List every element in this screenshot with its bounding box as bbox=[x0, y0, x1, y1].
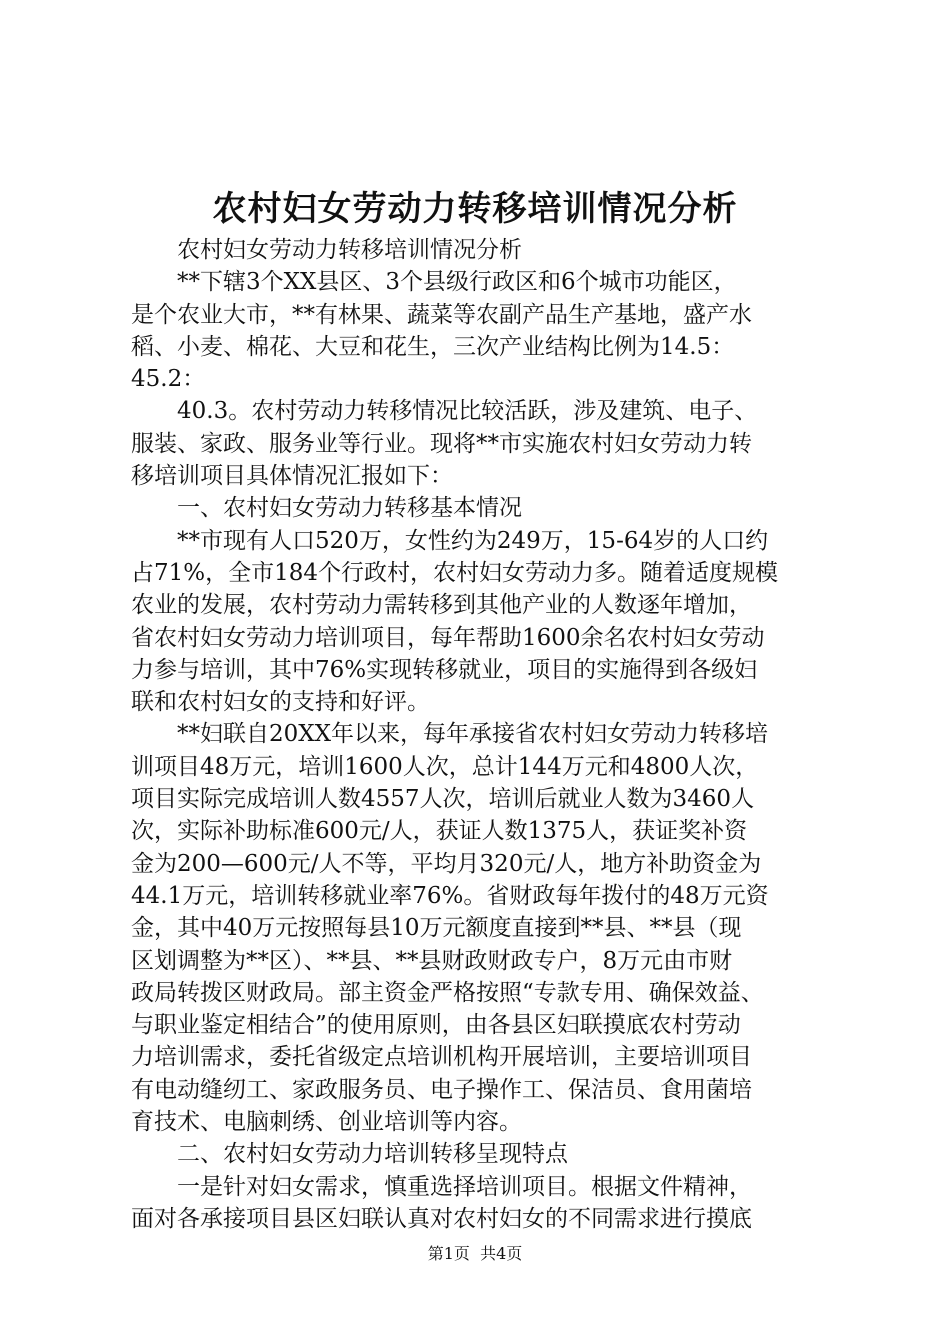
body-line: 农业的发展，农村劳动力需转移到其他产业的人数逐年增加， bbox=[131, 592, 752, 619]
body-line: 省农村妇女劳动力培训项目，每年帮助1600余名农村妇女劳动 bbox=[131, 624, 765, 651]
body-line: **市现有人口520万，女性约为249万，15-64岁的人口约 bbox=[177, 527, 769, 554]
body-line: 一是针对妇女需求，慎重选择培训项目。根据文件精神， bbox=[177, 1173, 752, 1200]
body-line: 联和农村妇女的支持和好评。 bbox=[131, 689, 430, 716]
body-line: 面对各承接项目县区妇联认真对农村妇女的不同需求进行摸底 bbox=[131, 1205, 752, 1232]
body-line: 移培训项目具体情况汇报如下： bbox=[131, 463, 453, 490]
body-line: 44.1万元，培训转移就业率76%。省财政每年拨付的48万元资 bbox=[131, 882, 769, 909]
body-line: 有电动缝纫工、家政服务员、电子操作工、保洁员、食用菌培 bbox=[131, 1076, 752, 1103]
document-title: 农村妇女劳动力转移培训情况分析 bbox=[212, 189, 738, 229]
body-line: 稻、小麦、棉花、大豆和花生，三次产业结构比例为14.5： bbox=[131, 333, 735, 360]
body-line: 农村妇女劳动力转移培训情况分析 bbox=[177, 237, 522, 263]
body-line: 区划调整为**区）、**县、**县财政财政专户，8万元由市财 bbox=[131, 947, 733, 974]
body-line: 服装、家政、服务业等行业。现将**市实施农村妇女劳动力转 bbox=[131, 430, 752, 457]
body-line: 育技术、电脑刺绣、创业培训等内容。 bbox=[131, 1109, 522, 1136]
body-line: 金为200—600元/人不等，平均月320元/人，地方补助资金为 bbox=[131, 850, 762, 877]
body-line: 是个农业大市，**有林果、蔬菜等农副产品生产基地，盛产水 bbox=[131, 301, 752, 328]
body-line: 次，实际补助标准600元/人，获证人数1375人，获证奖补资 bbox=[131, 818, 748, 845]
body-line: 45.2： bbox=[131, 366, 206, 393]
section-heading: 一、农村妇女劳动力转移基本情况 bbox=[177, 495, 522, 522]
body-line: 与职业鉴定相结合”的使用原则，由各县区妇联摸底农村劳动 bbox=[131, 1012, 741, 1039]
document-body bbox=[131, 234, 831, 1235]
body-line: 金，其中40万元按照每县10万元额度直接到**县、**县（现 bbox=[131, 915, 742, 942]
body-line: **下辖3个XX县区、3个县级行政区和6个城市功能区， bbox=[177, 269, 737, 296]
body-line: 力培训需求，委托省级定点培训机构开展培训，主要培训项目 bbox=[131, 1044, 752, 1071]
body-line: **妇联自20XX年以来，每年承接省农村妇女劳动力转移培 bbox=[177, 721, 769, 748]
body-line: 占71%，全市184个行政村，农村妇女劳动力多。随着适度规模 bbox=[131, 559, 779, 586]
body-line: 训项目48万元，培训1600人次，总计144万元和4800人次， bbox=[131, 753, 759, 780]
body-line: 力参与培训，其中76%实现转移就业，项目的实施得到各级妇 bbox=[131, 656, 758, 683]
page-footer: 第1页 共4页 bbox=[427, 1244, 523, 1263]
body-line: 项目实际完成培训人数4557人次，培训后就业人数为3460人 bbox=[131, 786, 755, 813]
section-heading: 二、农村妇女劳动力培训转移呈现特点 bbox=[177, 1141, 568, 1168]
body-line: 政局转拨区财政局。部主资金严格按照“专款专用、确保效益、 bbox=[131, 979, 764, 1006]
body-line: 40.3。农村劳动力转移情况比较活跃，涉及建筑、电子、 bbox=[177, 398, 758, 425]
